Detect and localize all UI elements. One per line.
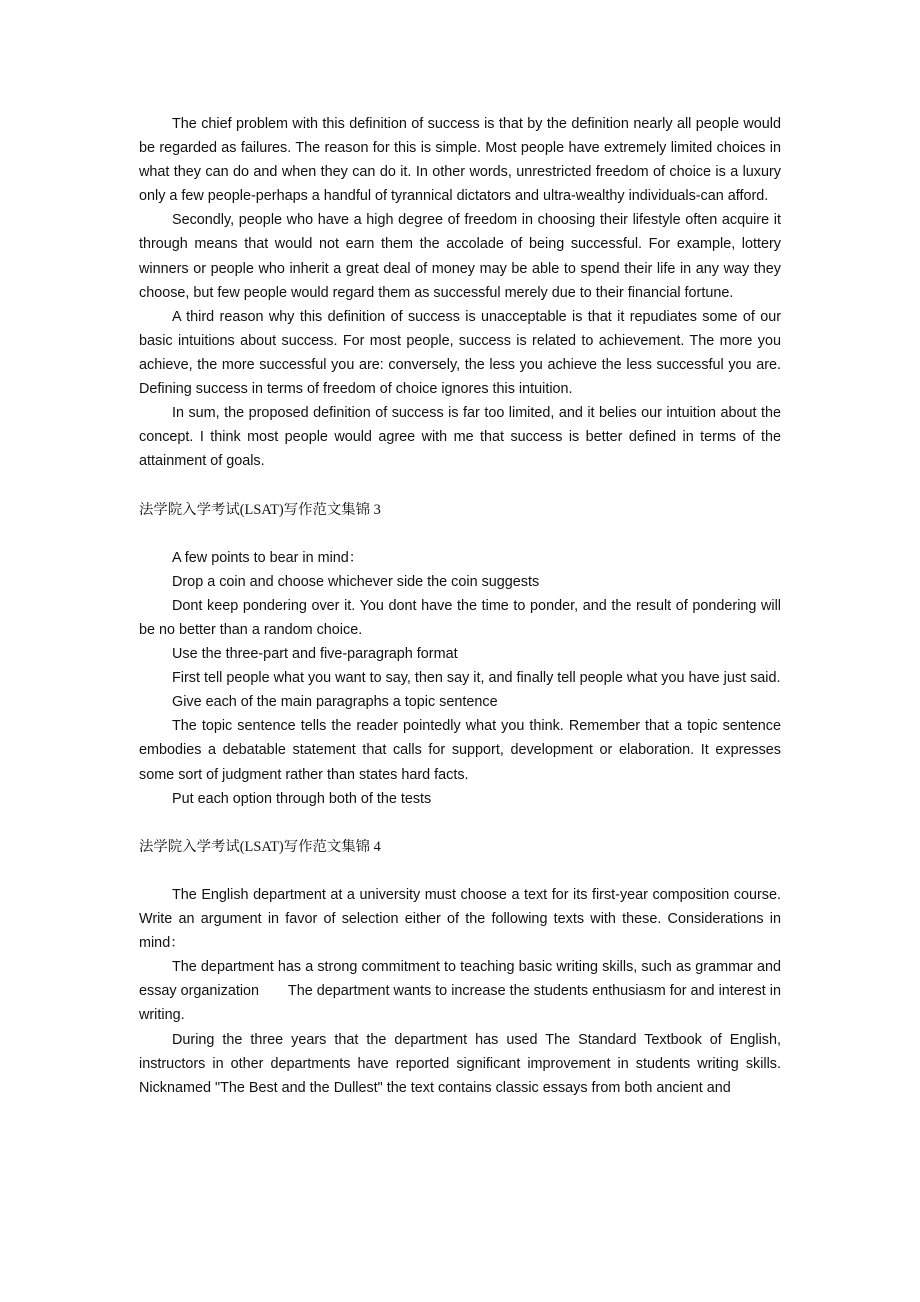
paragraph: Give each of the main paragraphs a topic sentence [172, 694, 498, 711]
spacer [139, 859, 781, 883]
paragraph: Put each option through both of the tests [172, 790, 432, 807]
spacer [139, 522, 781, 546]
essay-section-3 [139, 883, 781, 1100]
paragraph: Dont keep pondering over it. You dont have the time to ponder, and the result of pondering will be no better than a random choice. [139, 597, 781, 638]
paragraph: The department has a strong commitment to teaching basic writing skills, such as grammar and essay organization The department wants to increase the students enthusiasm for and interest in writing. [139, 959, 781, 1024]
paragraph: During the three years that the department has used The Standard Textbook of English, instructors in other departments have reported significant improvement in students writing skills. Nicknamed "The Best and the Dullest" the text contains classic essays from both ancient and [139, 1031, 781, 1096]
paragraph: The chief problem with this definition of success is that by the definition nearly all people would be regarded as failures. The reason for this is simple. Most people have extremely limited choices in what they can do and when they can do it. In other words, unrestricted freedom of choice is a luxury only a few people-perhaps a handful of tyrannical dictators and ultra-wealthy individuals-can afford. [139, 116, 781, 205]
paragraph: The topic sentence tells the reader pointedly what you think. Remember that a topic sentence embodies a debatable statement that calls for support, development or elaboration. It expresses some sort of judgment rather than states hard facts. [139, 718, 781, 783]
paragraph: Drop a coin and choose whichever side the coin suggests [172, 573, 540, 590]
paragraph: The English department at a university must choose a text for its first-year composition course. Write an argument in favor of selection either of the following texts with these. Considerations in mind： [139, 887, 781, 952]
section-heading: 法学院入学考试(LSAT)写作范文集锦 3 [139, 501, 381, 518]
paragraph: Secondly, people who have a high degree of freedom in choosing their lifestyle often acquire it through means that would not earn them the accolade of being successful. For example, lottery winners or people who inherit a great deal of money may be able to spend their life in any way they choose, but few people would regard them as successful merely due to their financial fortune. [139, 212, 781, 301]
spacer [139, 473, 781, 497]
section-heading: 法学院入学考试(LSAT)写作范文集锦 4 [139, 838, 381, 855]
essay-section-1 [139, 112, 781, 473]
paragraph: A third reason why this definition of success is unacceptable is that it repudiates some of our basic intuitions about success. For most people, success is related to achievement. The more you achieve, the more successful you are: conversely, the less you achieve the less successful you are. Defining success in terms of freedom of choice ignores this intuition. [139, 308, 781, 398]
paragraph: In sum, the proposed definition of success is far too limited, and it belies our intuition about the concept. I think most people would agree with me that success is better defined in terms of the attainment of goals. [139, 405, 781, 470]
essay-section-2 [139, 546, 781, 811]
document-page [139, 112, 781, 1100]
paragraph: A few points to bear in mind： [172, 549, 364, 566]
paragraph: Use the three-part and five-paragraph format [172, 646, 458, 663]
paragraph: First tell people what you want to say, then say it, and finally tell people what you have just said. [172, 670, 781, 687]
spacer [139, 811, 781, 835]
